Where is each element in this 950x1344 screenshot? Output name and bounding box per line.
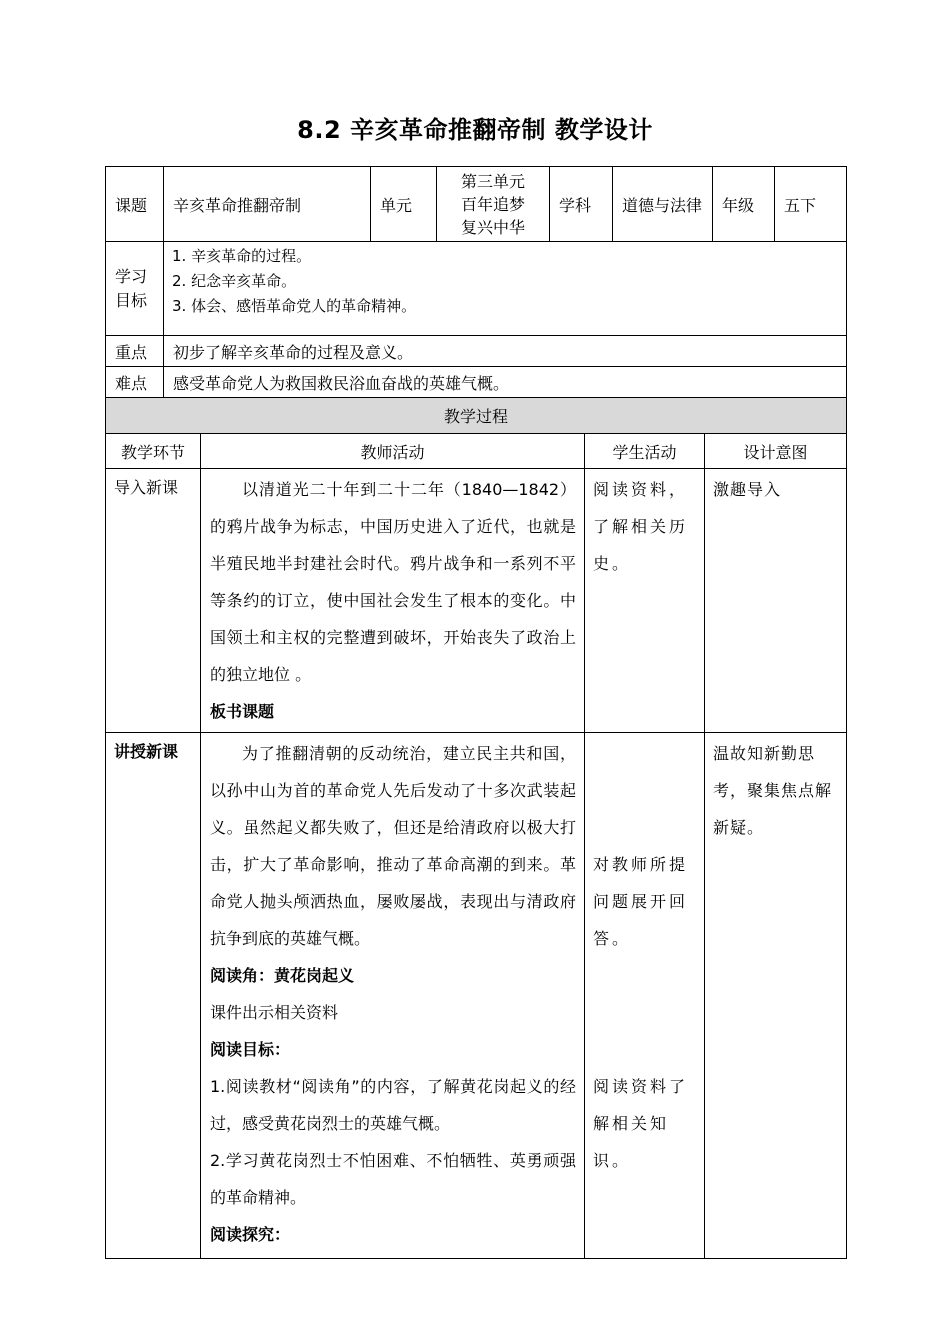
- teacher-paragraph: 以清道光二十年到二十二年（1840—1842）的鸦片战争为标志，中国历史进入了近代，也就是半殖民地半封建社会时代。鸦片战争和一系列不平等条约的订立，使中国社会发生了根本的变化。中国领土和主权的完整遭到破坏，开始丧失了政治上的独立地位 。: [210, 480, 576, 684]
- intro-step: 导入新课: [106, 469, 201, 733]
- info-table: [105, 166, 847, 398]
- intro-teacher: [201, 469, 585, 733]
- info-row: [106, 167, 847, 242]
- grade-value: 五下: [775, 167, 847, 242]
- header-student: 学生活动: [585, 434, 705, 469]
- process-title-row: [106, 398, 847, 434]
- teacher-paragraph: 阅读目标：: [210, 1040, 291, 1059]
- goal-item: 3. 体会、感悟革命党人的革命精神。: [172, 297, 417, 315]
- key-row: [106, 336, 847, 367]
- unit-line: 复兴中华: [460, 217, 525, 237]
- unit-line: 百年追梦: [460, 194, 525, 214]
- student-activity: 阅读资料了解相关知识。: [593, 1077, 689, 1170]
- unit-line: 第三单元: [460, 171, 525, 191]
- process-header-row: [106, 434, 847, 469]
- key-value: 初步了解辛亥革命的过程及意义。: [164, 336, 847, 367]
- teacher-paragraph: 课件出示相关资料: [210, 1003, 339, 1022]
- goal-item: 1. 辛亥革命的过程。: [172, 247, 312, 265]
- goals-row: [106, 242, 847, 336]
- new-row: [106, 733, 847, 1259]
- process-table: [105, 397, 847, 1259]
- page-title: 8.2 辛亥革命推翻帝制 教学设计: [297, 116, 653, 144]
- process-title: 教学过程: [106, 398, 847, 434]
- teacher-paragraph: 为了推翻清朝的反动统治，建立民主共和国，以孙中山为首的革命党人先后发动了十多次武装起义。虽然起义都失败了，但还是给清政府以极大打击，扩大了革命影响，推动了革命高潮的到来。革命党人抛头颅洒热血，屡败屡战，表现出与清政府抗争到底的英雄气概。: [210, 744, 576, 948]
- unit-value: [437, 167, 550, 242]
- difficulty-row: [106, 367, 847, 398]
- teacher-paragraph: 2.学习黄花岗烈士不怕困难、不怕牺牲、英勇顽强的革命精神。: [210, 1151, 576, 1207]
- topic-label: 课题: [106, 167, 164, 242]
- new-teacher: [201, 733, 585, 1259]
- intro-row: [106, 469, 847, 733]
- goals-label-line: 目标: [115, 290, 148, 310]
- subject-value: 道德与法律: [613, 167, 713, 242]
- header-intent: 设计意图: [705, 434, 847, 469]
- new-student: [585, 733, 705, 1259]
- teacher-paragraph: 1.阅读教材“阅读角”的内容，了解黄花岗起义的经过，感受黄花岗烈士的英雄气概。: [210, 1077, 576, 1133]
- unit-label: 单元: [371, 167, 437, 242]
- new-intent: 温故知新勤思考，聚集焦点解新疑。: [705, 733, 847, 1259]
- teacher-paragraph: 阅读探究：: [210, 1225, 291, 1244]
- goals-label-line: 学习: [115, 266, 148, 286]
- topic-value: 辛亥革命推翻帝制: [164, 167, 371, 242]
- goals-list: [164, 242, 847, 336]
- header-teacher: 教师活动: [201, 434, 585, 469]
- teacher-paragraph: 板书课题: [210, 702, 275, 721]
- grade-label: 年级: [713, 167, 775, 242]
- difficulty-value: 感受革命党人为救国救民浴血奋战的英雄气概。: [164, 367, 847, 398]
- subject-label: 学科: [550, 167, 613, 242]
- goal-item: 2. 纪念辛亥革命。: [172, 272, 297, 290]
- intro-student: 阅读资料，了解相关历史。: [585, 469, 705, 733]
- difficulty-label: 难点: [106, 367, 164, 398]
- teacher-paragraph: 阅读角：黄花岗起义: [210, 966, 355, 985]
- new-step: 讲授新课: [106, 733, 201, 1259]
- intro-intent: 激趣导入: [705, 469, 847, 733]
- header-step: 教学环节: [106, 434, 201, 469]
- goals-label: [106, 242, 164, 336]
- key-label: 重点: [106, 336, 164, 367]
- student-activity: 对教师所提问题展开回答。: [593, 855, 689, 948]
